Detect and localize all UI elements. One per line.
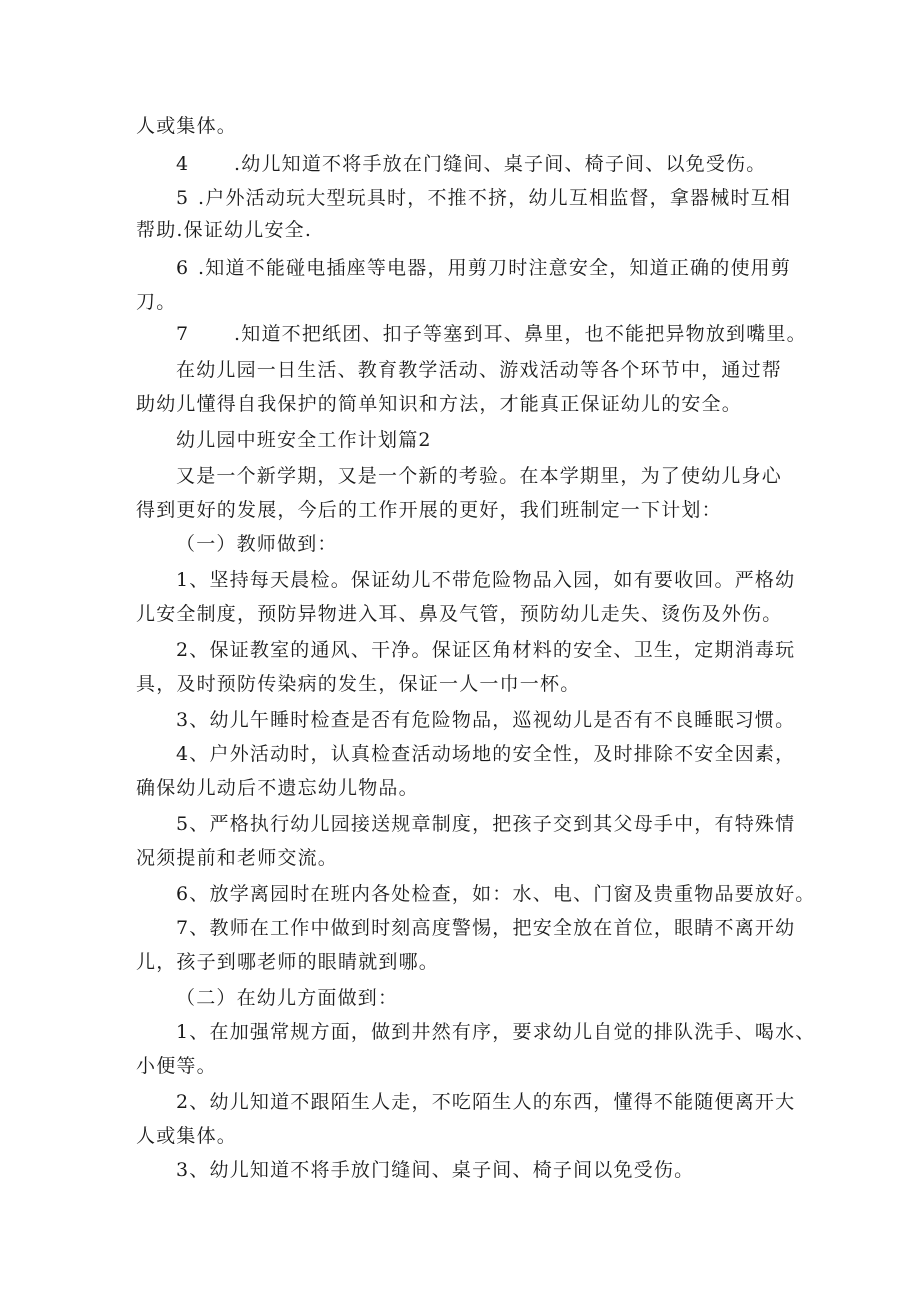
text: 3、幼儿知道不将手放门缝间、桌子间、椅子间以免受伤。: [176, 1159, 695, 1181]
list-item-4: [176, 150, 836, 178]
paragraph-line: [136, 1122, 796, 1150]
text: .幼儿知道不将手放在门缝间、桌子间、椅子间、以免受伤。: [234, 153, 767, 175]
text: 况须提前和老师交流。: [136, 847, 339, 869]
text: 儿安全制度，预防异物进入耳、鼻及气管，预防幼儿走失、烫伤及外伤。: [136, 603, 783, 625]
text: 具，及时预防传染病的发生，保证一人一巾一杯。: [136, 673, 581, 695]
subsection-heading: [176, 530, 836, 558]
text: .知道不把纸团、扣子等塞到耳、鼻里，也不能把异物放到嘴里。: [234, 323, 807, 345]
paragraph-line: [136, 670, 796, 698]
paragraph-line: [136, 600, 796, 628]
section-title: [176, 426, 836, 454]
text: 1、在加强常规方面，做到井然有序，要求幼儿自觉的排队洗手、喝水、: [176, 1021, 816, 1043]
text: 又是一个新学期，又是一个新的考验。在本学期里，为了使幼儿身心: [176, 465, 783, 487]
paragraph-line: [136, 1052, 796, 1080]
text: 6、放学离园时在班内各处检查，如：水、电、门窗及贵重物品要放好。: [176, 883, 816, 905]
paragraph-line: [176, 462, 836, 490]
paragraph-line: [176, 880, 836, 908]
text: 幼儿园中班安全工作计划篇2: [176, 429, 432, 451]
item-number: 7: [176, 323, 190, 345]
paragraph-line: [176, 636, 836, 664]
text: 4、户外活动时，认真检查活动场地的安全性，及时排除不安全因素，: [176, 743, 796, 765]
paragraph-line: [176, 1156, 836, 1184]
text: .户外活动玩大型玩具时，不推不挤，幼儿互相监督，拿器械时互相: [198, 187, 792, 209]
paragraph-line: [176, 810, 836, 838]
text: 5、严格执行幼儿园接送规章制度，把孩子交到其父母手中，有特殊情: [176, 813, 796, 835]
list-item-5: [176, 184, 836, 212]
paragraph-line: [136, 844, 796, 872]
item-number: 4: [176, 153, 190, 175]
paragraph-line: [136, 496, 796, 524]
text: 3、幼儿午睡时检查是否有危险物品，巡视幼儿是否有不良睡眠习惯。: [176, 709, 796, 731]
paragraph-line: [176, 740, 836, 768]
text: （二）在幼儿方面做到：: [176, 987, 399, 1009]
paragraph-line: [176, 1018, 836, 1046]
text: 刀。: [136, 291, 177, 313]
text: 人或集体。: [136, 1125, 238, 1147]
paragraph-line: [136, 390, 796, 418]
paragraph-line: [136, 216, 796, 244]
paragraph-line: [136, 948, 796, 976]
text: 2、保证教室的通风、干净。保证区角材料的安全、卫生，定期消毒玩: [176, 639, 796, 661]
text: 得到更好的发展，今后的工作开展的更好，我们班制定一下计划：: [136, 499, 722, 521]
text: 2、幼儿知道不跟陌生人走，不吃陌生人的东西，懂得不能随便离开大: [176, 1091, 796, 1113]
text: 7、教师在工作中做到时刻高度警惕，把安全放在首位，眼睛不离开幼: [176, 917, 796, 939]
paragraph-line: [176, 706, 836, 734]
paragraph-line: [136, 112, 796, 140]
paragraph-line: [176, 914, 836, 942]
paragraph-line: [176, 356, 836, 384]
text: 人或集体。: [136, 115, 238, 137]
list-item-6: [176, 254, 836, 282]
text: 1、坚持每天晨检。保证幼儿不带危险物品入园，如有要收回。严格幼: [176, 569, 796, 591]
text: 儿，孩子到哪老师的眼睛就到哪。: [136, 951, 440, 973]
paragraph-line: [136, 288, 796, 316]
text: .知道不能碰电插座等电器，用剪刀时注意安全，知道正确的使用剪: [198, 257, 792, 279]
text: 帮助.保证幼儿安全.: [136, 219, 313, 241]
text: （一）教师做到：: [176, 533, 338, 555]
text: 助幼儿懂得自我保护的简单知识和方法，才能真正保证幼儿的安全。: [136, 393, 743, 415]
text: 小便等。: [136, 1055, 217, 1077]
paragraph-line: [176, 566, 836, 594]
text: 确保幼儿动后不遗忘幼儿物品。: [136, 777, 419, 799]
subsection-heading: [176, 984, 836, 1012]
item-number: 5: [176, 187, 190, 209]
paragraph-line: [136, 774, 796, 802]
item-number: 6: [176, 257, 190, 279]
paragraph-line: [176, 1088, 836, 1116]
list-item-7: [176, 320, 836, 348]
text: 在幼儿园一日生活、教育教学活动、游戏活动等各个环节中，通过帮: [176, 359, 783, 381]
